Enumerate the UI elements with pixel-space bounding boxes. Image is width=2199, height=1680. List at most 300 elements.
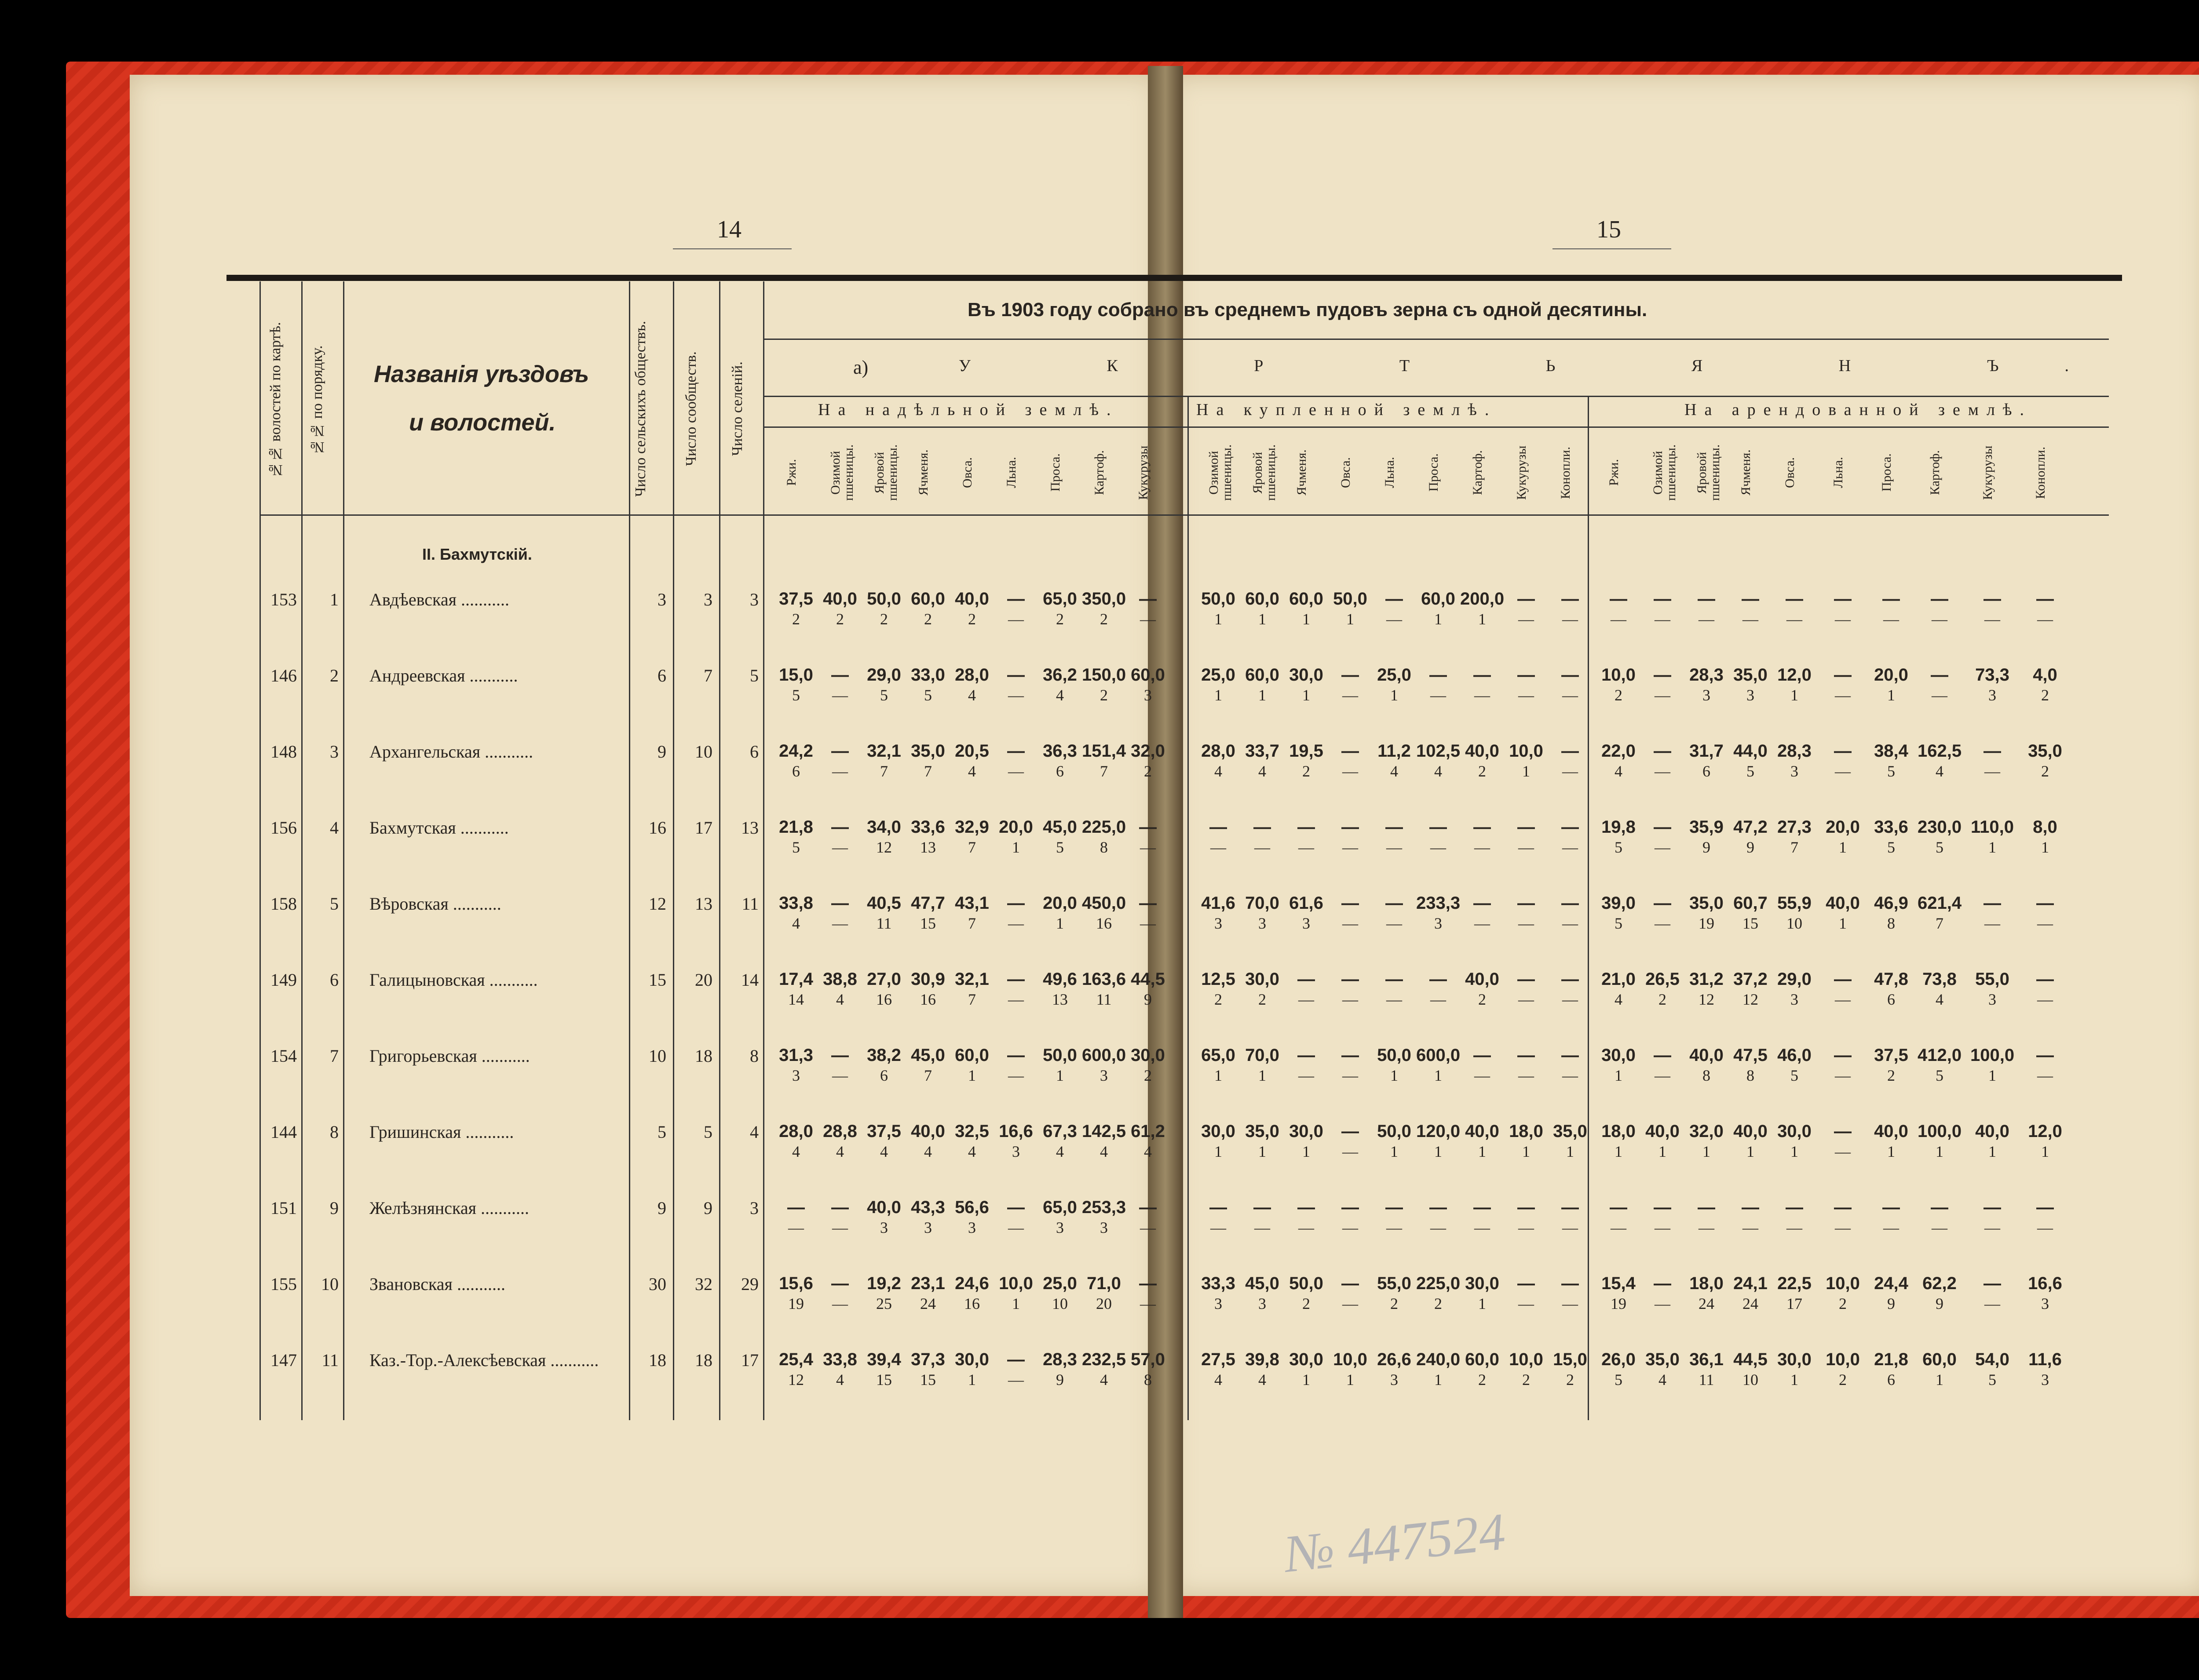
yield-value: 33,6 xyxy=(911,817,945,837)
yield-count: 20 xyxy=(1096,1295,1112,1312)
yield-value: — xyxy=(1341,1122,1359,1141)
yield-cell xyxy=(1328,893,1372,933)
yield-cell xyxy=(818,893,862,933)
yield-count: — xyxy=(1562,915,1578,932)
yield-count: — xyxy=(1883,1219,1899,1236)
yield-count: 2 xyxy=(1302,1295,1310,1312)
yield-cell xyxy=(950,665,994,704)
yield-cell xyxy=(2023,969,2067,1009)
yield-count: 4 xyxy=(1056,686,1064,704)
yield-cell xyxy=(862,741,906,780)
crop-header: Льна. xyxy=(1004,457,1019,488)
yield-cell xyxy=(1684,817,1728,856)
yield-value: 60,0 xyxy=(1465,1350,1499,1369)
yield-cell xyxy=(1869,741,1913,780)
yield-cell xyxy=(774,665,818,704)
yield-count: 2 xyxy=(1100,686,1108,704)
yield-value: 31,2 xyxy=(1689,969,1724,989)
yield-cell xyxy=(994,817,1038,856)
yield-value: 46,9 xyxy=(1874,893,1908,913)
yield-cell xyxy=(1284,589,1328,628)
yield-value: — xyxy=(1834,1046,1852,1065)
yield-value: 26,6 xyxy=(1377,1350,1411,1369)
yield-value: 162,5 xyxy=(1918,741,1962,761)
yield-count: 3 xyxy=(2041,1295,2049,1312)
yield-value: 39,8 xyxy=(1245,1350,1279,1369)
yield-cell xyxy=(1126,893,1170,933)
yield-count: — xyxy=(1342,762,1358,780)
yield-cell xyxy=(1821,1198,1865,1237)
volost-map-number: 153 xyxy=(270,590,297,609)
yield-cell xyxy=(818,1274,862,1313)
yield-cell xyxy=(1372,1274,1416,1313)
yield-value: 40,0 xyxy=(1465,969,1499,989)
yield-value: — xyxy=(1983,893,2001,913)
yield-count: — xyxy=(1518,915,1534,932)
yield-cell xyxy=(1821,1122,1865,1161)
yield-value: 73,3 xyxy=(1975,665,2009,685)
yield-cell xyxy=(994,665,1038,704)
yield-count: 7 xyxy=(1936,915,1943,932)
yield-value: 28,0 xyxy=(1201,741,1235,761)
yield-value: — xyxy=(1561,665,1579,685)
settlements-count: 17 xyxy=(741,1350,759,1370)
yield-count: 1 xyxy=(1390,1143,1398,1160)
yield-count: — xyxy=(1562,686,1578,704)
yield-value: 36,3 xyxy=(1043,741,1077,761)
yield-cell xyxy=(1082,893,1126,933)
yield-count: — xyxy=(1835,991,1851,1008)
yield-value: 26,5 xyxy=(1645,969,1680,989)
yield-cell xyxy=(1504,741,1548,780)
yield-value: — xyxy=(1834,969,1852,989)
yield-count: 2 xyxy=(1478,1371,1486,1388)
yield-cell xyxy=(818,969,862,1009)
yield-value: 225,0 xyxy=(1082,817,1126,837)
yield-cell xyxy=(1240,1198,1284,1237)
yield-count: — xyxy=(1342,915,1358,932)
volost-map-number: 158 xyxy=(270,894,297,914)
yield-value: 30,0 xyxy=(1777,1350,1812,1369)
yield-cell xyxy=(1640,1046,1684,1085)
yield-value: 30,0 xyxy=(1289,1122,1323,1141)
yield-count: 8 xyxy=(1144,1371,1152,1388)
yield-cell xyxy=(1240,1350,1284,1389)
yield-value: 50,0 xyxy=(1201,589,1235,609)
yield-count: — xyxy=(832,915,848,932)
yield-count: 1 xyxy=(1434,610,1442,628)
yield-count: — xyxy=(2037,991,2053,1008)
yield-cell xyxy=(1869,665,1913,704)
yield-value: — xyxy=(1654,817,1671,837)
yield-cell xyxy=(1772,817,1816,856)
yield-value: 61,2 xyxy=(1131,1122,1165,1141)
yield-value: — xyxy=(1253,1198,1271,1217)
yield-value: 50,0 xyxy=(1333,589,1367,609)
yield-value: — xyxy=(2036,969,2054,989)
table-row xyxy=(0,1198,2199,1272)
yield-count: 1 xyxy=(1056,915,1064,932)
yield-cell xyxy=(774,969,818,1009)
yield-value: 32,1 xyxy=(955,969,989,989)
yield-cell xyxy=(1328,1046,1372,1085)
yield-cell xyxy=(994,1350,1038,1389)
societies-count: 18 xyxy=(649,1350,666,1370)
yield-cell xyxy=(1196,1274,1240,1313)
yield-cell xyxy=(774,1198,818,1237)
yield-value: — xyxy=(1983,1274,2001,1293)
crop-header: Ржи. xyxy=(1607,459,1621,486)
crop-header: Льна. xyxy=(1831,457,1845,488)
yield-cell xyxy=(1869,589,1913,628)
yield-cell xyxy=(1821,969,1865,1009)
yield-count: 11 xyxy=(1699,1371,1714,1388)
yield-value: 29,0 xyxy=(867,665,901,685)
yield-count: 1 xyxy=(2041,838,2049,856)
yield-count: 1 xyxy=(1478,1143,1486,1160)
yield-count: 4 xyxy=(836,1371,844,1388)
yield-cell xyxy=(906,665,950,704)
yield-count: 3 xyxy=(1258,1295,1266,1312)
col-header-societies: Число сельскихъ обществъ. xyxy=(632,321,649,497)
yield-count: 2 xyxy=(1478,762,1486,780)
yield-value: 46,0 xyxy=(1777,1046,1812,1065)
yield-count: 4 xyxy=(792,915,800,932)
yield-count: 4 xyxy=(836,1143,844,1160)
yield-value: — xyxy=(1517,1274,1535,1293)
yield-count: 1 xyxy=(1478,610,1486,628)
yield-count: — xyxy=(1518,1295,1534,1312)
crop-header: Картоф. xyxy=(1928,450,1942,496)
yield-count: 1 xyxy=(1522,1143,1530,1160)
group-rented: На арендованной землѣ. xyxy=(1684,401,2032,419)
yield-count: 1 xyxy=(1478,1295,1486,1312)
yield-value: — xyxy=(2036,589,2054,609)
yield-count: 2 xyxy=(924,610,932,628)
yield-value: 47,7 xyxy=(911,893,945,913)
yield-count: — xyxy=(2037,915,2053,932)
yield-cell xyxy=(818,1122,862,1161)
yield-value: 50,0 xyxy=(1377,1122,1411,1141)
yield-cell xyxy=(1372,665,1416,704)
yield-count: 7 xyxy=(924,1067,932,1084)
yield-cell xyxy=(1640,1274,1684,1313)
order-number: 11 xyxy=(321,1350,339,1370)
yield-value: 40,0 xyxy=(867,1198,901,1217)
volost-map-number: 155 xyxy=(270,1274,297,1294)
yield-cell xyxy=(1772,1274,1816,1313)
yield-cell xyxy=(1240,741,1284,780)
yield-value: 40,0 xyxy=(1874,1122,1908,1141)
yield-count: 2 xyxy=(1258,991,1266,1008)
header-line xyxy=(763,339,2109,340)
yield-cell xyxy=(950,589,994,628)
yield-count: — xyxy=(1518,991,1534,1008)
yield-value: 19,5 xyxy=(1289,741,1323,761)
yield-cell xyxy=(862,1046,906,1085)
yield-count: 6 xyxy=(792,762,800,780)
yield-cell xyxy=(818,665,862,704)
yield-cell xyxy=(1504,1046,1548,1085)
yield-value: 25,0 xyxy=(1043,1274,1077,1293)
yield-count: 8 xyxy=(1746,1067,1754,1084)
yield-count: — xyxy=(2037,610,2053,628)
yield-count: 5 xyxy=(1936,838,1943,856)
yield-count: 7 xyxy=(880,762,888,780)
yield-cell xyxy=(906,741,950,780)
yield-count: 2 xyxy=(1214,991,1222,1008)
yield-count: 12 xyxy=(788,1371,804,1388)
yield-count: 2 xyxy=(1839,1295,1847,1312)
yield-count: — xyxy=(1008,762,1024,780)
yield-cell xyxy=(950,741,994,780)
yield-count: — xyxy=(1611,610,1626,628)
yield-cell xyxy=(1196,1046,1240,1085)
yield-cell xyxy=(1504,1274,1548,1313)
yield-cell xyxy=(1372,969,1416,1009)
yield-cell xyxy=(2023,893,2067,933)
communities-count: 13 xyxy=(695,894,712,914)
yield-count: — xyxy=(1984,610,2000,628)
yield-cell xyxy=(1038,1122,1082,1161)
yield-value: 40,0 xyxy=(1465,741,1499,761)
yield-count: 1 xyxy=(1214,610,1222,628)
yield-value: 32,0 xyxy=(1689,1122,1724,1141)
yield-count: — xyxy=(832,838,848,856)
yield-cell xyxy=(1240,589,1284,628)
yield-value: — xyxy=(1561,1274,1579,1293)
yield-count: — xyxy=(1008,1067,1024,1084)
yield-count: 7 xyxy=(924,762,932,780)
yield-value: 16,6 xyxy=(2028,1274,2062,1293)
yield-cell xyxy=(1328,1350,1372,1389)
yield-count: — xyxy=(1430,686,1446,704)
yield-count: 8 xyxy=(1887,915,1895,932)
yield-cell xyxy=(862,1122,906,1161)
yield-value: 240,0 xyxy=(1416,1350,1461,1369)
yield-cell xyxy=(1416,741,1460,780)
yield-value: 35,9 xyxy=(1689,817,1724,837)
order-number: 1 xyxy=(330,590,339,609)
yield-cell xyxy=(994,1122,1038,1161)
yield-value: 350,0 xyxy=(1082,589,1126,609)
yield-cell xyxy=(1284,1274,1328,1313)
yield-value: 32,0 xyxy=(1131,741,1165,761)
yield-count: 1 xyxy=(968,1067,976,1084)
yield-value: 19,8 xyxy=(1601,817,1636,837)
societies-count: 30 xyxy=(649,1274,666,1294)
yield-cell xyxy=(1038,969,1082,1009)
yield-value: 18,0 xyxy=(1689,1274,1724,1293)
yield-cell xyxy=(950,1046,994,1085)
yield-count: 25 xyxy=(876,1295,892,1312)
yield-value: 18,0 xyxy=(1601,1122,1636,1141)
yield-cell xyxy=(862,665,906,704)
yield-count: 2 xyxy=(1434,1295,1442,1312)
yield-count: — xyxy=(2037,1219,2053,1236)
yield-cell xyxy=(1970,665,2014,704)
yield-value: 40,0 xyxy=(1733,1122,1768,1141)
yield-count: 5 xyxy=(880,686,888,704)
yield-value: 40,0 xyxy=(823,589,857,609)
yield-value: 30,0 xyxy=(1289,1350,1323,1369)
yield-cell xyxy=(2023,741,2067,780)
volost-name: Каз.-Тор.-Алексѣевская ........... xyxy=(369,1350,599,1370)
yield-cell xyxy=(1640,741,1684,780)
volost-name: Желѣзнянская ........... xyxy=(369,1198,529,1218)
yield-count: 16 xyxy=(920,991,936,1008)
yield-cell xyxy=(1918,817,1962,856)
settlements-count: 14 xyxy=(741,970,759,990)
yield-cell xyxy=(1918,665,1962,704)
yield-value: — xyxy=(1385,589,1403,609)
order-number: 5 xyxy=(330,894,339,914)
yield-cell xyxy=(1869,1198,1913,1237)
yield-count: — xyxy=(788,1219,804,1236)
sub-a: а) xyxy=(853,357,869,378)
yield-count: 7 xyxy=(968,991,976,1008)
yield-cell xyxy=(1728,969,1772,1009)
yield-value: — xyxy=(1561,1046,1579,1065)
communities-count: 20 xyxy=(695,970,712,990)
yield-count: 1 xyxy=(1434,1143,1442,1160)
yield-count: 13 xyxy=(920,838,936,856)
yield-cell xyxy=(1970,1350,2014,1389)
crop-header: Озимой пшеницы. xyxy=(1206,444,1234,501)
yield-value: 47,2 xyxy=(1733,817,1768,837)
yield-count: 8 xyxy=(1702,1067,1710,1084)
yield-count: 1 xyxy=(1390,686,1398,704)
yield-count: — xyxy=(1386,1219,1402,1236)
yield-count: — xyxy=(1655,1295,1670,1312)
yield-cell xyxy=(1821,1046,1865,1085)
yield-cell xyxy=(1772,1198,1816,1237)
yield-cell xyxy=(2023,589,2067,628)
yield-cell xyxy=(1596,741,1640,780)
yield-count: — xyxy=(1254,1219,1270,1236)
volost-map-number: 144 xyxy=(270,1122,297,1142)
yield-cell xyxy=(1596,1198,1640,1237)
communities-count: 3 xyxy=(704,590,712,609)
volost-map-number: 154 xyxy=(270,1046,297,1066)
yield-value: — xyxy=(1882,589,1900,609)
settlements-count: 13 xyxy=(741,818,759,838)
yield-value: 39,0 xyxy=(1601,893,1636,913)
yield-cell xyxy=(1640,665,1684,704)
yield-value: 22,5 xyxy=(1777,1274,1812,1293)
yield-value: 29,0 xyxy=(1777,969,1812,989)
yield-value: 21,8 xyxy=(779,817,813,837)
yield-value: — xyxy=(1297,817,1315,837)
yield-count: 7 xyxy=(1790,838,1798,856)
yield-count: — xyxy=(1008,1219,1024,1236)
top-rule xyxy=(226,275,2122,281)
volost-map-number: 146 xyxy=(270,666,297,685)
yield-cell xyxy=(1038,1198,1082,1237)
yield-value: 225,0 xyxy=(1416,1274,1461,1293)
yield-value: 44,5 xyxy=(1131,969,1165,989)
yield-count: 1 xyxy=(1302,610,1310,628)
communities-count: 32 xyxy=(695,1274,712,1294)
yield-cell xyxy=(1126,589,1170,628)
yield-count: 2 xyxy=(968,610,976,628)
yield-cell xyxy=(1082,1350,1126,1389)
yield-count: 9 xyxy=(1746,838,1754,856)
yield-count: 1 xyxy=(1887,1143,1895,1160)
yield-count: — xyxy=(1140,1219,1156,1236)
yield-count: 4 xyxy=(792,1143,800,1160)
yield-count: — xyxy=(1835,762,1851,780)
yield-value: 102,5 xyxy=(1416,741,1461,761)
yield-count: 3 xyxy=(1390,1371,1398,1388)
yield-count: — xyxy=(1342,991,1358,1008)
yield-value: — xyxy=(1931,589,1948,609)
yield-value: — xyxy=(1654,1274,1671,1293)
yield-cell xyxy=(1970,1198,2014,1237)
yield-count: 11 xyxy=(1096,991,1112,1008)
yield-value: 32,1 xyxy=(867,741,901,761)
yield-count: — xyxy=(832,1219,848,1236)
yield-count: — xyxy=(1298,991,1314,1008)
yield-cell xyxy=(1372,893,1416,933)
yield-count: — xyxy=(1386,610,1402,628)
yield-value: 18,0 xyxy=(1509,1122,1543,1141)
yield-cell xyxy=(1126,969,1170,1009)
yield-cell xyxy=(950,893,994,933)
yield-value: — xyxy=(1341,893,1359,913)
yield-cell xyxy=(1284,893,1328,933)
yield-count: — xyxy=(1984,1295,2000,1312)
yield-cell xyxy=(774,1122,818,1161)
yield-value: — xyxy=(1139,893,1157,913)
volost-name: Андреевская ........... xyxy=(369,666,518,685)
yield-cell xyxy=(1328,1122,1372,1161)
yield-count: 1 xyxy=(1214,1143,1222,1160)
yield-cell xyxy=(2023,1122,2067,1161)
yield-cell xyxy=(950,1122,994,1161)
yield-value: 60,0 xyxy=(911,589,945,609)
yield-count: 1 xyxy=(1746,1143,1754,1160)
yield-count: 4 xyxy=(1214,1371,1222,1388)
yield-value: — xyxy=(1882,1198,1900,1217)
yield-cell xyxy=(1684,1274,1728,1313)
yield-value: 110,0 xyxy=(1971,817,2014,837)
yield-count: 4 xyxy=(1214,762,1222,780)
yield-count: 1 xyxy=(1790,686,1798,704)
yield-count: 3 xyxy=(1988,686,1996,704)
yield-value: 70,0 xyxy=(1245,1046,1279,1065)
table-row xyxy=(0,741,2199,816)
yield-cell xyxy=(1970,893,2014,933)
table-row xyxy=(0,1122,2199,1196)
yield-count: 1 xyxy=(1658,1143,1666,1160)
yield-cell xyxy=(1126,817,1170,856)
yield-count: 7 xyxy=(968,915,976,932)
yield-count: 1 xyxy=(1615,1143,1622,1160)
yield-cell xyxy=(1821,1350,1865,1389)
yield-value: 28,0 xyxy=(779,1122,813,1141)
yield-value: 253,3 xyxy=(1082,1198,1126,1217)
yield-count: 1 xyxy=(1936,1371,1943,1388)
yield-count: 6 xyxy=(1702,762,1710,780)
yield-cell xyxy=(1970,589,2014,628)
yield-cell xyxy=(774,1350,818,1389)
crop-header: Озимой пшеницы. xyxy=(828,444,856,501)
yield-value: — xyxy=(1385,1198,1403,1217)
yield-cell xyxy=(1548,1046,1592,1085)
yield-count: 5 xyxy=(1936,1067,1943,1084)
yield-cell xyxy=(862,817,906,856)
